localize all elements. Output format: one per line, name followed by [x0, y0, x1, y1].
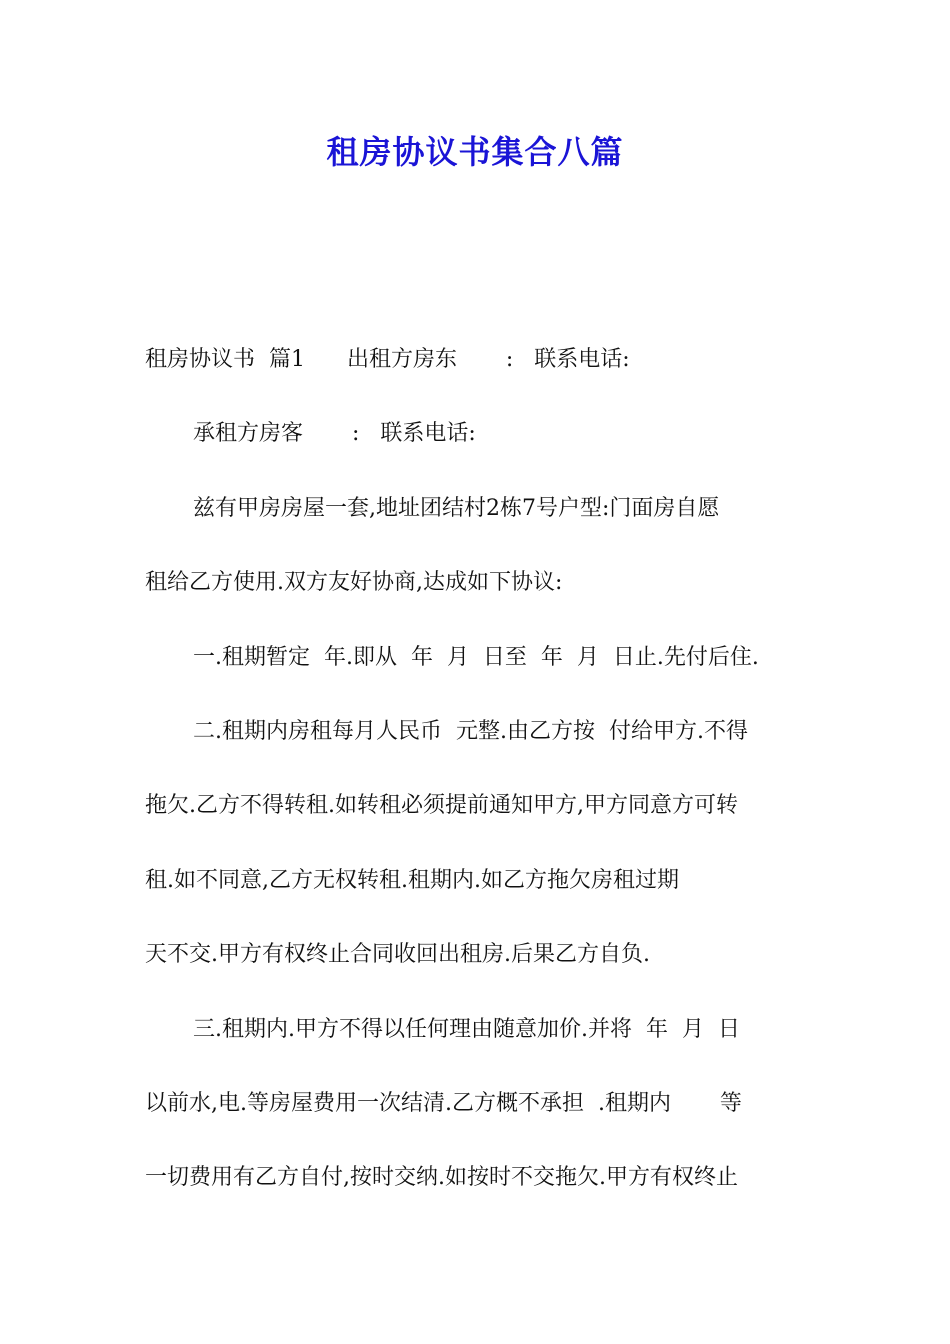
clause-3-line: 三.租期内.甲方不得以任何理由随意加价.并将 年 月 日: [193, 1017, 740, 1042]
clause-1-line: 一.租期暂定 年.即从 年 月 日至 年 月 日止.先付后住.: [193, 645, 759, 670]
paragraph-line: 租给乙方使用.双方友好协商,达成如下协议:: [145, 570, 563, 595]
paragraph-line: 租.如不同意,乙方无权转租.租期内.如乙方拖欠房租过期: [145, 868, 679, 893]
document-title: 租房协议书集合八篇: [326, 133, 624, 171]
paragraph-line: 以前水,电.等房屋费用一次结清.乙方概不承担 .租期内 等: [145, 1091, 742, 1116]
party-b-line: 承租方房客 : 联系电话:: [193, 421, 476, 446]
party-a-line: 租房协议书 篇1 出租方房东 : 联系电话:: [145, 347, 630, 372]
paragraph-line: 一切费用有乙方自付,按时交纳.如按时不交拖欠.甲方有权终止: [145, 1165, 738, 1190]
paragraph-line: 兹有甲房房屋一套,地址团结村2栋7号户型:门面房自愿: [193, 496, 720, 521]
clause-2-line: 二.租期内房租每月人民币 元整.由乙方按 付给甲方.不得: [193, 719, 748, 744]
paragraph-line: 拖欠.乙方不得转租.如转租必须提前通知甲方,甲方同意方可转: [145, 793, 738, 818]
paragraph-line: 天不交.甲方有权终止合同收回出租房.后果乙方自负.: [145, 942, 650, 967]
